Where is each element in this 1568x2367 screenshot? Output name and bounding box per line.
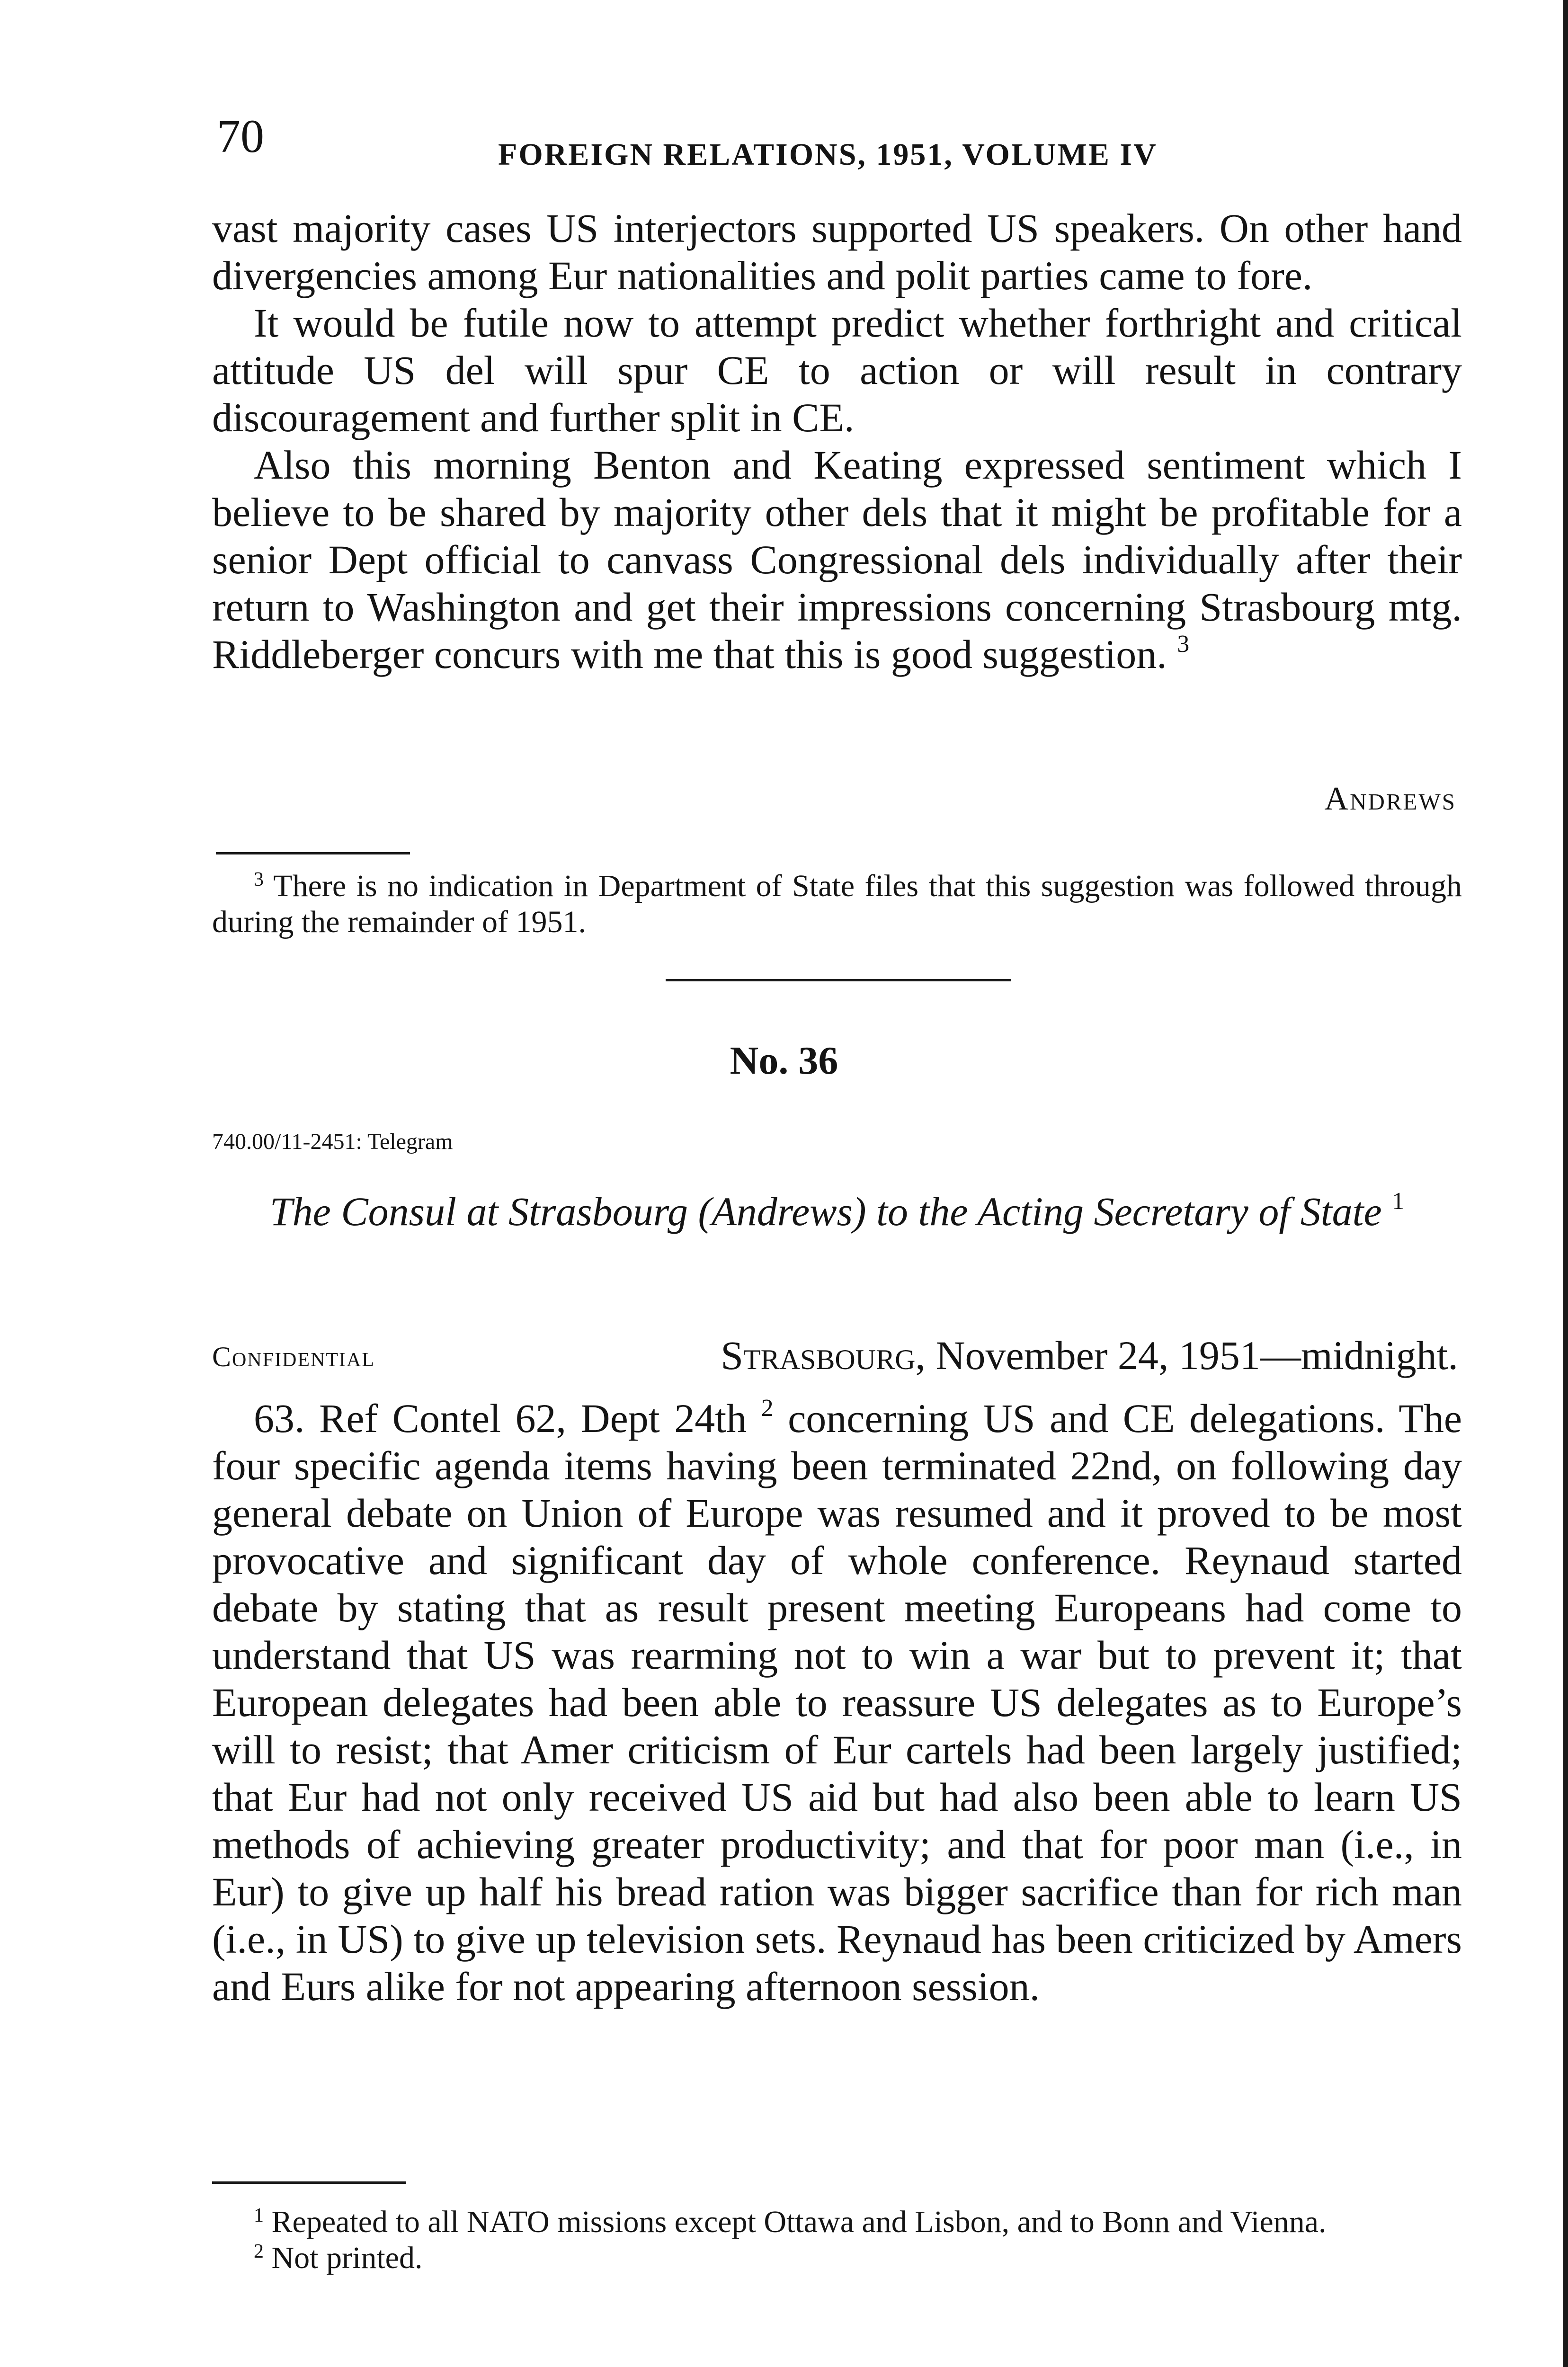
page-number: 70: [217, 110, 264, 162]
running-head: FOREIGN RELATIONS, 1951, VOLUME IV: [498, 137, 1158, 172]
footnote-marker: 1: [254, 2205, 264, 2226]
footnote-text: [212, 2204, 1462, 2240]
footnote-body: Repeated to all NATO missions except Ottawa and Lisbon, and to Bonn and Vienna.: [271, 2205, 1327, 2239]
dateline: [721, 1334, 1458, 1377]
body-start: 63. Ref Contel 62, Dept 24th: [254, 1396, 747, 1441]
footnote-body: Not printed.: [271, 2241, 423, 2275]
classification: Confidential: [212, 1341, 375, 1372]
footnote-body: There is no indication in Department of State files that this suggestion was followed through during the remainder of 1951.: [212, 869, 1462, 939]
footnote: [212, 868, 1462, 940]
footnote-text: [212, 868, 1462, 940]
dateline-date: November 24, 1951—midnight.: [935, 1333, 1458, 1378]
dateline-place: Strasbourg,: [721, 1333, 926, 1378]
section-divider: [666, 979, 1011, 981]
footnote-reference: 3: [1177, 631, 1190, 658]
footnote-marker: 2: [254, 2241, 264, 2262]
body-rest: concerning US and CE delegations. The four specific agenda items having been terminated 22nd, on following day general debate on Union of Europe was resumed and it proved to be most provocative and significant day of whole conference. Reynaud started debate by stating that as result present meeting Europeans had come to understand that US was rearming not to win a war but to prevent it; that European delegates had been able to reassure US delegates as to Europe’s will to resist; that Amer criticism of Eur cartels had been largely justified; that Eur had not only received US aid but had also been able to learn US methods of achieving greater productivity; and that for poor man (i.e., in Eur) to give up half his bread ration was bigger sacrifice than for rich man (i.e., in US) to give up television sets. Reynaud has been criticized by Amers and Eurs alike for not appearing afternoon session.: [212, 1396, 1462, 2009]
document-body: [212, 1395, 1462, 2010]
document-number: No. 36: [730, 1039, 838, 1083]
previous-document-text: [212, 205, 1462, 678]
footnote-text: [212, 2240, 1462, 2276]
paragraph: [212, 1395, 1462, 2010]
footnote-marker: 3: [254, 869, 264, 890]
signature: Andrews: [1324, 781, 1456, 817]
footnote-reference: 2: [761, 1395, 774, 1422]
paragraph: It would be futile now to attempt predict whether forthright and critical attitude US del will spur CE to action or will result in contrary discouragement and further split in CE.: [212, 300, 1462, 440]
paragraph: [212, 441, 1462, 678]
footnote-rule: [212, 2181, 406, 2184]
footnotes: [212, 2204, 1462, 2276]
file-reference: 740.00/11-2451: Telegram: [212, 1129, 453, 1154]
document-title-text: The Consul at Strasbourg (Andrews) to the Acting Secretary of State: [269, 1189, 1382, 1234]
paragraph-text: Also this morning Benton and Keating expressed sentiment which I believe to be shared by majority other dels that it might be profitable for a senior Dept official to canvass Congressional dels individually after their return to Washington and get their impressions concerning Strasbourg mtg. Riddleberger concurs with me that this is good suggestion.: [212, 442, 1462, 677]
footnote-reference: 1: [1392, 1188, 1405, 1215]
footnote-rule: [216, 852, 410, 854]
document-title: [212, 1186, 1462, 1237]
paragraph: vast majority cases US interjectors supported US speakers. On other hand divergencies among Eur nationalities and polit parties came to fore.: [212, 205, 1462, 298]
